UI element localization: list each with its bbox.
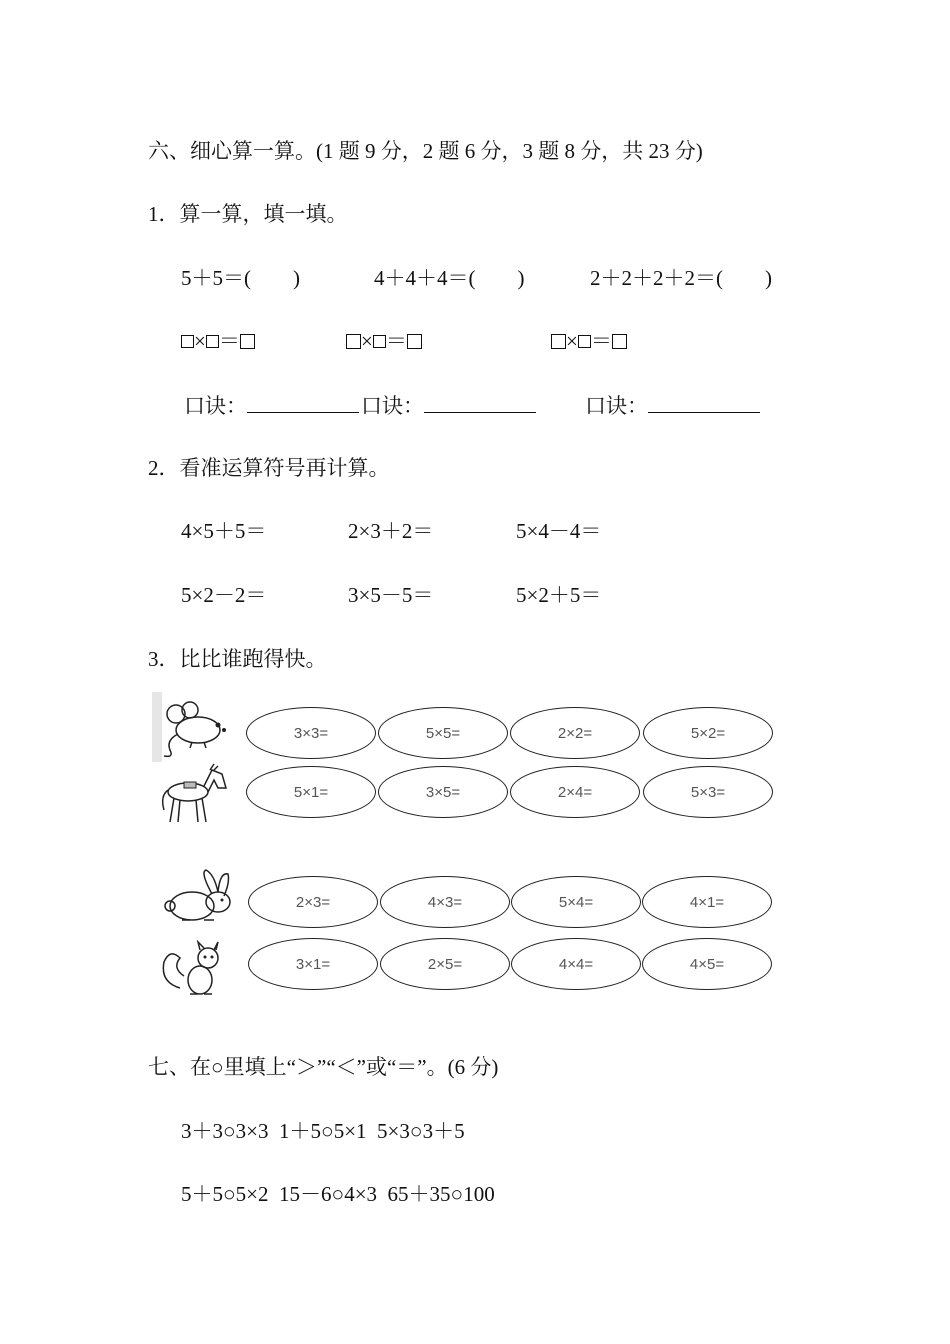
answer-box[interactable] (551, 334, 566, 349)
rabbit-oval[interactable]: 4×3= (380, 876, 510, 928)
compare-row-2: 5＋5○5×2 15－6○4×3 65＋35○100 (181, 1182, 495, 1206)
koujue-label: 口诀： (585, 394, 648, 418)
answer-box[interactable] (206, 335, 219, 348)
koujue-blank[interactable] (247, 392, 359, 413)
koujue-blank[interactable] (424, 392, 536, 413)
horse-oval[interactable]: 2×4= (510, 766, 640, 818)
mouse-oval[interactable]: 3×3= (246, 707, 376, 759)
section-7-title: 七、在○里填上“＞”“＜”或“＝”。(6 分) (148, 1055, 499, 1079)
squirrel-oval[interactable]: 4×5= (642, 938, 772, 990)
mouse-oval[interactable]: 5×5= (378, 707, 508, 759)
q2-expr: 5×4－4＝ (516, 519, 602, 543)
koujue-3 (585, 392, 760, 419)
answer-box[interactable] (181, 335, 194, 348)
mouse-oval[interactable]: 5×2= (643, 707, 773, 759)
rabbit-icon (160, 868, 236, 928)
q2-expr: 4×5＋5＝ (181, 519, 267, 543)
q1-label: 1．算一算，填一填。 (148, 202, 348, 226)
q2-expr: 5×2－2＝ (181, 583, 267, 607)
squirrel-oval[interactable]: 4×4= (511, 938, 641, 990)
box-equation-2 (346, 328, 422, 354)
answer-box[interactable] (240, 334, 255, 349)
mouse-icon (152, 692, 232, 762)
mouse-oval[interactable]: 2×2= (510, 707, 640, 759)
koujue-1 (184, 392, 359, 419)
q2-expr: 5×2＋5＝ (516, 583, 602, 607)
rabbit-oval[interactable]: 2×3= (248, 876, 378, 928)
q3-label: 3．比比谁跑得快。 (148, 647, 327, 671)
squirrel-oval[interactable]: 3×1= (248, 938, 378, 990)
answer-box[interactable] (346, 334, 361, 349)
q2-expr: 3×5－5＝ (348, 583, 434, 607)
sum-3: 2＋2＋2＋2＝( ) (590, 266, 772, 290)
box-equation-1 (181, 328, 255, 354)
times-sign: × (566, 329, 578, 353)
squirrel-oval[interactable]: 2×5= (380, 938, 510, 990)
koujue-2 (361, 392, 536, 419)
rabbit-oval[interactable]: 4×1= (642, 876, 772, 928)
horse-oval[interactable]: 3×5= (378, 766, 508, 818)
horse-oval[interactable]: 5×3= (643, 766, 773, 818)
equals-sign: ＝ (590, 329, 612, 353)
equals-sign: ＝ (385, 329, 407, 353)
rabbit-oval[interactable]: 5×4= (511, 876, 641, 928)
koujue-label: 口诀： (184, 394, 247, 418)
times-sign: × (361, 329, 373, 353)
times-sign: × (194, 329, 206, 353)
answer-box[interactable] (407, 334, 422, 349)
section-6-title: 六、细心算一算。(1 题 9 分，2 题 6 分，3 题 8 分，共 23 分) (148, 139, 703, 163)
q2-label: 2．看准运算符号再计算。 (148, 456, 390, 480)
box-equation-3 (551, 328, 627, 354)
sum-1: 5＋5＝( ) (181, 266, 300, 290)
koujue-blank[interactable] (648, 392, 760, 413)
answer-box[interactable] (612, 334, 627, 349)
q2-expr: 2×3＋2＝ (348, 519, 434, 543)
answer-box[interactable] (578, 335, 591, 348)
squirrel-icon (160, 938, 232, 1000)
koujue-label: 口诀： (361, 394, 424, 418)
answer-box[interactable] (373, 335, 386, 348)
horse-icon (156, 762, 232, 826)
compare-row-1: 3＋3○3×3 1＋5○5×1 5×3○3＋5 (181, 1119, 465, 1143)
sum-2: 4＋4＋4＝( ) (374, 266, 525, 290)
horse-oval[interactable]: 5×1= (246, 766, 376, 818)
equals-sign: ＝ (218, 329, 240, 353)
